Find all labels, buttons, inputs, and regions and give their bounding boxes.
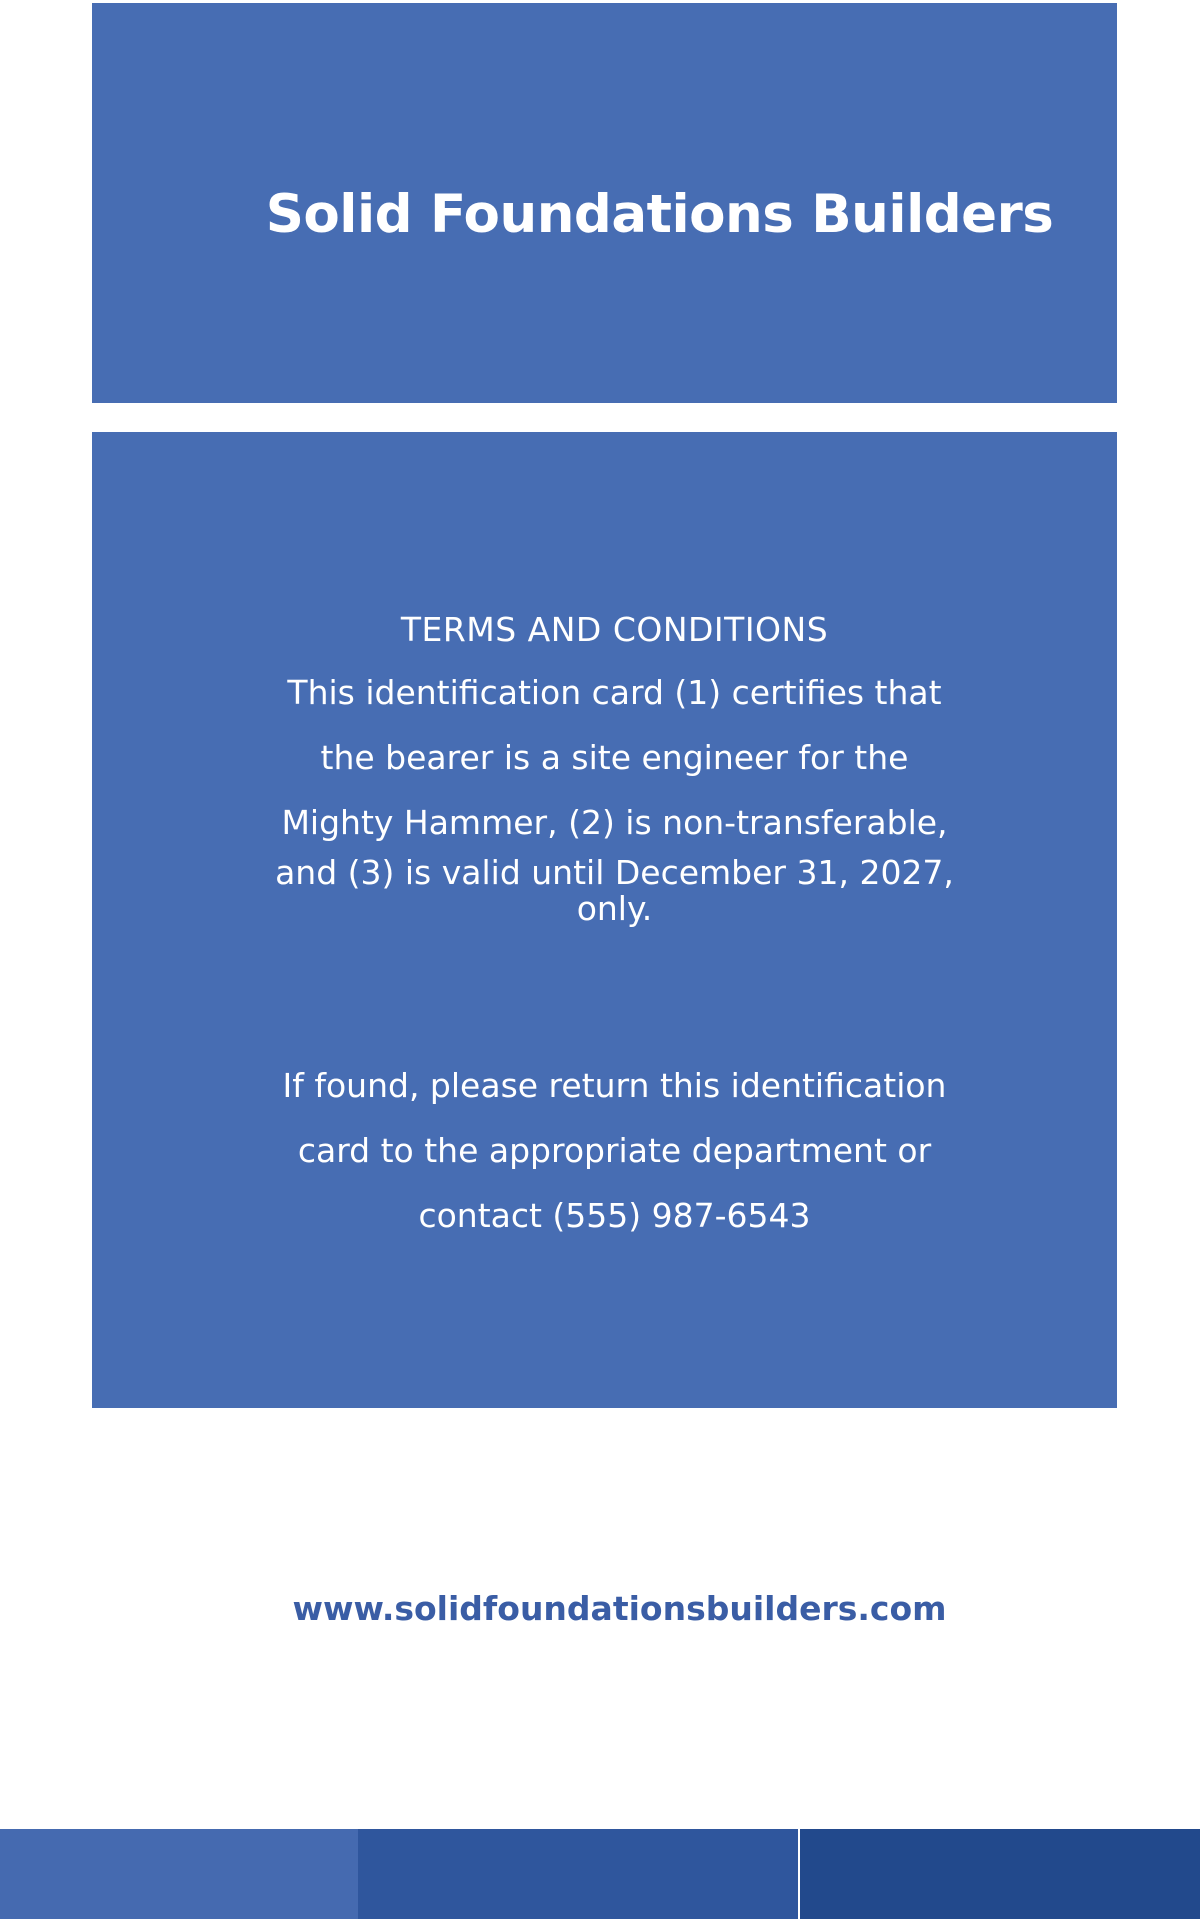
footer-bar-segment: [358, 1829, 798, 1919]
terms-line: Mighty Hammer, (2) is non-transferable,: [281, 803, 948, 842]
terms-line: only.: [576, 889, 653, 928]
header-panel: [92, 3, 1117, 403]
return-line: If found, please return this identification: [282, 1066, 947, 1105]
terms-section: [92, 600, 1117, 927]
return-contact-line: contact (555) 987-6543: [418, 1196, 811, 1235]
website-link[interactable]: www.solidfoundationsbuilders.com: [292, 1589, 947, 1628]
terms-line: the bearer is a site engineer for the: [320, 738, 909, 777]
return-line: card to the appropriate department or: [297, 1131, 932, 1170]
company-name: Solid Foundations Builders: [265, 184, 1054, 245]
return-notice: [92, 1053, 1117, 1248]
terms-panel: [92, 432, 1117, 1408]
terms-line: and (3) is valid until December 31, 2027,: [275, 853, 954, 892]
terms-heading: TERMS AND CONDITIONS: [400, 610, 829, 649]
footer-bar-segment: [0, 1829, 358, 1919]
footer-bar-segment: [800, 1829, 1200, 1919]
terms-line: This identification card (1) certifies that: [287, 673, 942, 712]
